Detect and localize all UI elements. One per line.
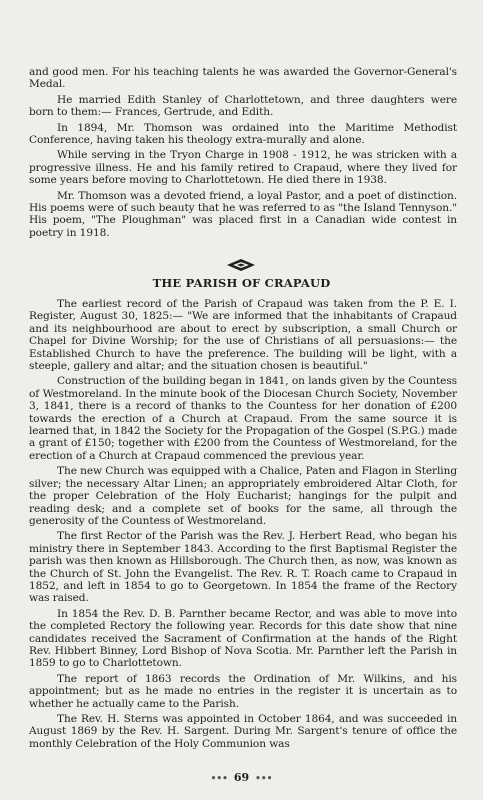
diamond-ornament-icon xyxy=(226,258,256,272)
page-number-text: 69 xyxy=(233,771,250,784)
paragraph: The first Rector of the Parish was the Rev. J. Herbert Read, who began his ministry there in September 1843. According to the first Baptismal Register the parish was then known as Hillsborough. The Church then, as now, was known as the Church of St. John the Evangelist. The Rev. R. T. Roach came to Crapaud in 1852, and left in 1854 to go to Georgetown. In 1854 the frame of the Rectory was raised. xyxy=(29,530,457,605)
paragraph: In 1894, Mr. Thomson was ordained into the Maritime Methodist Conference, having taken his theology extra-murally and alone. xyxy=(29,121,457,147)
section-title: THE PARISH OF CRAPAUD xyxy=(152,276,331,290)
paragraph: The Rev. H. Sterns was appointed in October 1864, and was succeeded in August 1869 by the Rev. H. Sargent. During Mr. Sargent's tenure of office the monthly Celebration of the Holy Communion was xyxy=(29,713,457,750)
section-text-block xyxy=(29,298,457,753)
paragraph: Mr. Thomson was a devoted friend, a loyal Pastor, and a poet of distinction. His poems were of such beauty that he was referred to as "the Island Tennyson." His poem, "The Ploughman" was placed first in a Canadian wide contest in poetry in 1918. xyxy=(29,189,457,239)
dot-ornament-icon: ••• xyxy=(210,774,228,784)
paragraph: In 1854 the Rev. D. B. Parnther became Rector, and was able to move into the completed Rectory the following year. Records for this date show that nine candidates received the Sacrament of Confirmation at the hands of the Right Rev. Hibbert Binney, Lord Bishop of Nova Scotia. Mr. Parnther left the Parish in 1859 to go to Charlottetown. xyxy=(29,607,457,670)
paragraph: He married Edith Stanley of Charlottetown, and three daughters were born to them:— Frances, Gertrude, and Edith. xyxy=(29,93,457,119)
dot-ornament-icon: ••• xyxy=(255,774,273,784)
paragraph: The report of 1863 records the Ordination of Mr. Wilkins, and his appointment; but as he made no entries in the register it is uncertain as to whether he actually came to the Parish. xyxy=(29,672,457,710)
paragraph: The new Church was equipped with a Chalice, Paten and Flagon in Sterling silver; the necessary Altar Linen; an appropriately embroidered Altar Cloth, for the proper Celebration of the Holy Eucharist; hangings for the pulpit and reading desk; and a complete set of books for the same, all through the generosity of the Countess of Westmoreland. xyxy=(29,465,457,527)
paragraph: While serving in the Tryon Charge in 1908 - 1912, he was stricken with a progressive illness. He and his family retired to Crapaud, where they lived for some years before moving to Charlottetown. He died there in 1938. xyxy=(29,149,457,187)
page-number xyxy=(0,771,483,784)
paragraph: and good men. For his teaching talents he was awarded the Governor-General's Medal. xyxy=(29,66,457,91)
paragraph: Construction of the building began in 1841, on lands given by the Countess of Westmoreland. In the minute book of the Diocesan Church Society, November 3, 1841, there is a record of thanks to the Countess for her donation of £200 towards the erection of a Church at Crapaud. From the same source it is learned that, in 1842 the Society for the Propagation of the Gospel (S.P.G.) made a grant of £150; together with £200 from the Countess of Westmoreland, for the erection of a Church at Crapaud commenced the previous year. xyxy=(29,375,457,462)
top-text-block xyxy=(29,66,457,242)
paragraph: The earliest record of the Parish of Crapaud was taken from the P. E. I. Register, August 30, 1825:— "We are informed that the inhabitants of Crapaud and its neighbourhood are about to erect by subscription, a small Church or Chapel for Divine Worship; for the use of Christians of all persuasions:— the Established Church to have the preference. The building will be light, with a steeple, gallery and altar; and the situation chosen is beautiful." xyxy=(29,298,457,373)
